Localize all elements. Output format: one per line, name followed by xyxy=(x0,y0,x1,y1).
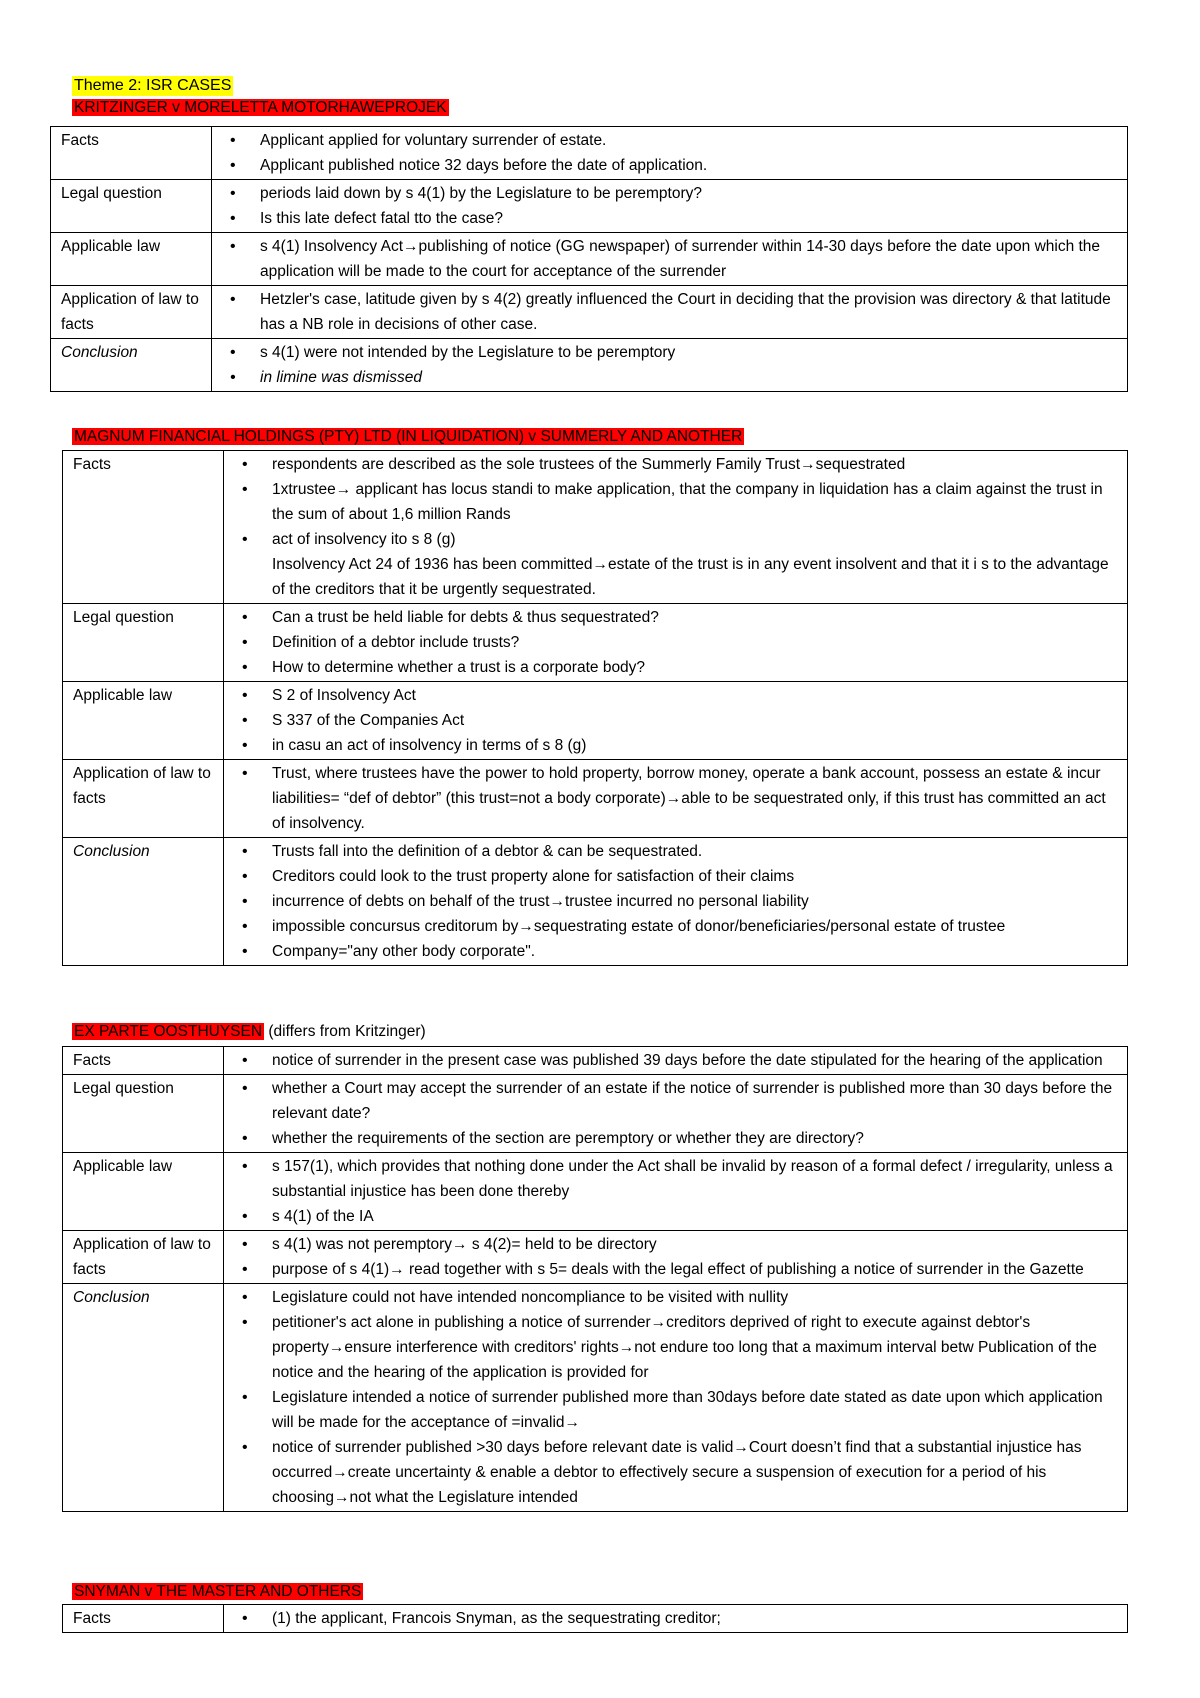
row-label: Facts xyxy=(51,127,212,180)
case-table-oosthuysen xyxy=(62,1046,1128,1512)
bullet-item: • notice of surrender in the present case was published 39 days before the date stipulated for the hearing of the application xyxy=(234,1048,1121,1073)
case-title-oosthuysen xyxy=(72,1022,426,1042)
table-row xyxy=(63,1075,1128,1153)
bullet-item: • petitioner's act alone in publishing a notice of surrender→creditors deprived of right to execute against debtor's property→ensure interference with creditors' rights→not endure too long that a maximum interval betw Publication of the notice and the hearing of the application is provided for xyxy=(234,1310,1121,1385)
bullet-text: act of insolvency ito s 8 (g) xyxy=(272,531,456,548)
row-content xyxy=(224,682,1128,760)
bullet-item: • Definition of a debtor include trusts? xyxy=(234,630,1121,655)
row-label: Application of law to facts xyxy=(63,1231,224,1284)
row-content xyxy=(224,1075,1128,1153)
row-label: Applicable law xyxy=(63,682,224,760)
page-title: Theme 2: ISR CASES xyxy=(74,77,232,94)
row-content xyxy=(224,760,1128,838)
row-label: Legal question xyxy=(51,180,212,233)
bullet-item: • s 157(1), which provides that nothing done under the Act shall be invalid by reason of a formal defect / irregularity, unless a substantial injustice has been done thereby xyxy=(234,1154,1121,1204)
row-content xyxy=(224,1047,1128,1075)
row-label: Legal question xyxy=(63,1075,224,1153)
table-row xyxy=(63,838,1128,966)
row-label: Conclusion xyxy=(63,838,224,966)
row-label: Legal question xyxy=(63,604,224,682)
row-content xyxy=(212,233,1128,286)
bullet-item: • incurrence of debts on behalf of the trust→trustee incurred no personal liability xyxy=(234,889,1121,914)
row-label: Facts xyxy=(63,1047,224,1075)
bullet-item: • Trusts fall into the definition of a debtor & can be sequestrated. xyxy=(234,839,1121,864)
bullet-item: • whether a Court may accept the surrender of an estate if the notice of surrender is published more than 30 days before the relevant date? xyxy=(234,1076,1121,1126)
table-row xyxy=(51,339,1128,392)
case-table-kritzinger xyxy=(50,126,1128,392)
bullet-item: • Applicant published notice 32 days before the date of application. xyxy=(222,153,1121,178)
row-content xyxy=(224,838,1128,966)
bullet-continuation: Insolvency Act 24 of 1936 has been committed→estate of the trust is in any event insolvent and that it i s to the advantage of the creditors that it be urgently sequestrated. xyxy=(272,556,1109,598)
bullet-item: • purpose of s 4(1)→ read together with s 5= deals with the legal effect of publishing a notice of surrender in the Gazette xyxy=(234,1257,1121,1282)
row-content xyxy=(224,1231,1128,1284)
row-content xyxy=(212,286,1128,339)
table-row xyxy=(63,760,1128,838)
table-row xyxy=(51,286,1128,339)
bullet-item: • in limine was dismissed xyxy=(222,365,1121,390)
row-label: Facts xyxy=(63,451,224,604)
table-row xyxy=(51,180,1128,233)
case-title-snyman xyxy=(72,1582,363,1602)
bullet-item: • Trust, where trustees have the power to hold property, borrow money, operate a bank account, possess an estate & incur liabilities= “def of debtor” (this trust=not a body corporate)→able to be sequestrated only, if this trust has committed an act of insolvency. xyxy=(234,761,1121,836)
bullet-item: • Can a trust be held liable for debts & thus sequestrated? xyxy=(234,605,1121,630)
case-name: KRITZINGER v MORELETTA MOTORHAWEPROJEK xyxy=(74,99,447,116)
table-row xyxy=(63,604,1128,682)
case-name: MAGNUM FINANCIAL HOLDINGS (PTY) LTD (IN LIQUIDATION) v SUMMERLY AND ANOTHER xyxy=(74,428,743,445)
table-row xyxy=(51,127,1128,180)
row-content xyxy=(224,451,1128,604)
bullet-item: • Legislature could not have intended noncompliance to be visited with nullity xyxy=(234,1285,1121,1310)
bullet-item xyxy=(234,527,1121,602)
row-content xyxy=(224,604,1128,682)
row-label: Applicable law xyxy=(63,1153,224,1231)
bullet-item: • S 337 of the Companies Act xyxy=(234,708,1121,733)
bullet-item: • s 4(1) were not intended by the Legislature to be peremptory xyxy=(222,340,1121,365)
case-name: EX PARTE OOSTHUYSEN xyxy=(74,1023,263,1040)
bullet-item: • Applicant applied for voluntary surrender of estate. xyxy=(222,128,1121,153)
table-row xyxy=(63,682,1128,760)
bullet-item: • Is this late defect fatal tto the case? xyxy=(222,206,1121,231)
bullet-item: • How to determine whether a trust is a corporate body? xyxy=(234,655,1121,680)
table-row xyxy=(63,1153,1128,1231)
row-label: Conclusion xyxy=(51,339,212,392)
row-content xyxy=(212,127,1128,180)
bullet-item: • Creditors could look to the trust property alone for satisfaction of their claims xyxy=(234,864,1121,889)
bullet-item: • impossible concursus creditorum by→sequestrating estate of donor/beneficiaries/personal estate of trustee xyxy=(234,914,1121,939)
row-content xyxy=(212,339,1128,392)
bullet-item: • S 2 of Insolvency Act xyxy=(234,683,1121,708)
bullet-item: • s 4(1) was not peremptory→ s 4(2)= held to be directory xyxy=(234,1232,1121,1257)
row-label: Facts xyxy=(63,1605,224,1633)
case-table-magnum xyxy=(62,450,1128,966)
bullet-item: • s 4(1) Insolvency Act→publishing of notice (GG newspaper) of surrender within 14-30 days before the date upon which the application will be made to the court for acceptance of the surrender xyxy=(222,234,1121,284)
row-label: Application of law to facts xyxy=(51,286,212,339)
table-row xyxy=(51,233,1128,286)
row-content xyxy=(224,1284,1128,1512)
row-label: Application of law to facts xyxy=(63,760,224,838)
table-row xyxy=(63,1231,1128,1284)
row-content xyxy=(224,1605,1128,1633)
row-content xyxy=(212,180,1128,233)
case-title-magnum xyxy=(72,427,744,447)
bullet-item: • s 4(1) of the IA xyxy=(234,1204,1121,1229)
table-row xyxy=(63,1047,1128,1075)
bullet-item: • respondents are described as the sole trustees of the Summerly Family Trust→sequestrated xyxy=(234,452,1121,477)
case-table-snyman xyxy=(62,1604,1128,1633)
row-label: Applicable law xyxy=(51,233,212,286)
bullet-item: • notice of surrender published >30 days before relevant date is valid→Court doesn’t find that a substantial injustice has occurred→create uncertainty & enable a debtor to effectively secure a suspension of execution for a period of his choosing→not what the Legislature intended xyxy=(234,1435,1121,1510)
table-row xyxy=(63,451,1128,604)
bullet-item: • Company="any other body corporate". xyxy=(234,939,1121,964)
table-row xyxy=(63,1605,1128,1633)
row-content xyxy=(224,1153,1128,1231)
case-name: SNYMAN v THE MASTER AND OTHERS xyxy=(74,1583,362,1600)
bullet-item: • in casu an act of insolvency in terms of s 8 (g) xyxy=(234,733,1121,758)
row-label: Conclusion xyxy=(63,1284,224,1512)
bullet-item: • Hetzler's case, latitude given by s 4(2) greatly influenced the Court in deciding that the provision was directory & that latitude has a NB role in decisions of other case. xyxy=(222,287,1121,337)
bullet-item: • 1xtrustee→ applicant has locus standi to make application, that the company in liquidation has a claim against the trust in the sum of about 1,6 million Rands xyxy=(234,477,1121,527)
case-title-kritzinger xyxy=(72,98,449,118)
table-row xyxy=(63,1284,1128,1512)
bullet-item: • whether the requirements of the section are peremptory or whether they are directory? xyxy=(234,1126,1121,1151)
case-note: (differs from Kritzinger) xyxy=(264,1023,426,1040)
bullet-item: • Legislature intended a notice of surrender published more than 30days before date stated as date upon which application will be made for the acceptance of =invalid→ xyxy=(234,1385,1121,1435)
bullet-item: • (1) the applicant, Francois Snyman, as the sequestrating creditor; xyxy=(234,1606,1121,1631)
bullet-item: • periods laid down by s 4(1) by the Legislature to be peremptory? xyxy=(222,181,1121,206)
